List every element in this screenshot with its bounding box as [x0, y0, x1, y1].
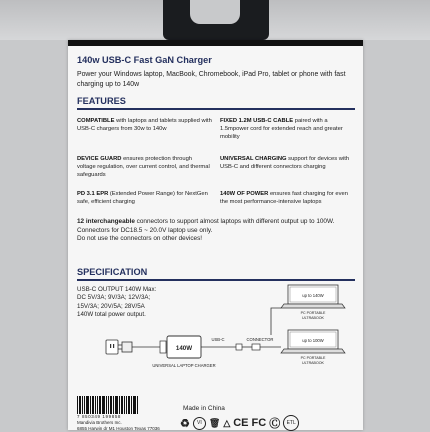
recycle-icon: ♻: [180, 417, 190, 430]
feature-cable: FIXED 1.2M USB-C CABLE paired with a 1.5mpower cord for extended reach and greater mobility: [220, 118, 343, 140]
vi-mark-icon: VI: [193, 417, 206, 430]
charger-label: 140W: [175, 345, 193, 352]
laptop-base-2: [281, 349, 345, 353]
plug-icon: [122, 342, 132, 352]
charging-diagram: [68, 40, 363, 430]
spec-line: 15V/3A; 20V/5A; 28V/5A: [77, 302, 145, 310]
feature-power: 140W OF POWER ensures fast charging for even the most performance-intensive laptops: [220, 191, 348, 205]
fcc-mark: FC: [251, 417, 267, 429]
feature-pd: PD 3.1 EPR (Extended Power Range) for NextGen safe, efficient charging: [77, 191, 208, 205]
connector-label: CONNECTOR: [246, 337, 274, 342]
laptop1-caption-b: ULTRABOOK: [302, 316, 324, 320]
address: Mandivia Brothers Inc. 6855 Harwin dr M1 Houston Texas 77036: [77, 420, 160, 431]
hang-slot: [190, 0, 240, 24]
spec-line: USB-C OUTPUT 140W Max:: [77, 286, 157, 293]
barcode: [77, 396, 147, 414]
intro-text: Power your Windows laptop, MacBook, Chromebook, iPad Pro, tablet or phone with fast charging up to 140w: [77, 71, 346, 88]
laptop2-caption-a: PC PORTABLE: [300, 356, 326, 360]
triangle-icon: △: [223, 417, 231, 428]
spec-heading: SPECIFICATION: [77, 267, 148, 277]
charger-caption: UNIVERSAL LAPTOP CHARGER: [152, 363, 216, 368]
product-title: 140w USB-C Fast GaN Charger: [77, 55, 212, 65]
cable-to-laptop1: [271, 308, 281, 335]
laptop2-screen-text: up to 100W: [302, 338, 324, 343]
feature-universal: UNIVERSAL CHARGING support for devices with USB-C and different connectors charging: [220, 156, 350, 170]
bin-icon: 🗑: [208, 417, 221, 428]
spec-line: DC 5V/3A; 9V/3A; 12V/3A;: [77, 294, 151, 302]
connector-icon: [252, 344, 260, 350]
connectors-note: 12 interchangeable connectors to support almost laptops with different output up to 100W. Connectors for DC18.5 ~ 20.0V laptop use only. Do not use the connectors on other devices!: [77, 218, 335, 243]
feature-device-guard: DEVICE GUARD ensures protection through voltage regulation, over current control, and thermal safeguards: [77, 156, 210, 178]
barcode-number: 7 850349 199858: [77, 414, 122, 419]
etl-mark: ETL: [283, 415, 299, 431]
made-in: Made in China: [183, 405, 225, 412]
certification-marks: [180, 415, 299, 431]
spec-line: 140W total power output.: [77, 310, 146, 318]
laptop2-caption-b: ULTRABOOK: [302, 361, 324, 365]
laptop1-caption-a: PC PORTABLE: [300, 311, 326, 315]
usbc-label: USB-C: [211, 337, 225, 342]
laptop-base-1: [281, 304, 345, 308]
wall-socket-icon: [106, 340, 118, 354]
laptop1-screen-text: up to 140W: [302, 293, 324, 298]
ce-mark: CE: [233, 417, 249, 429]
c-mark-icon: Ⓒ: [269, 418, 281, 430]
features-heading: FEATURES: [77, 96, 126, 106]
package-back: [68, 40, 363, 430]
feature-compatible: COMPATIBLE with laptops and tablets supplied with USB-C chargers from 30w to 140w: [77, 118, 212, 132]
